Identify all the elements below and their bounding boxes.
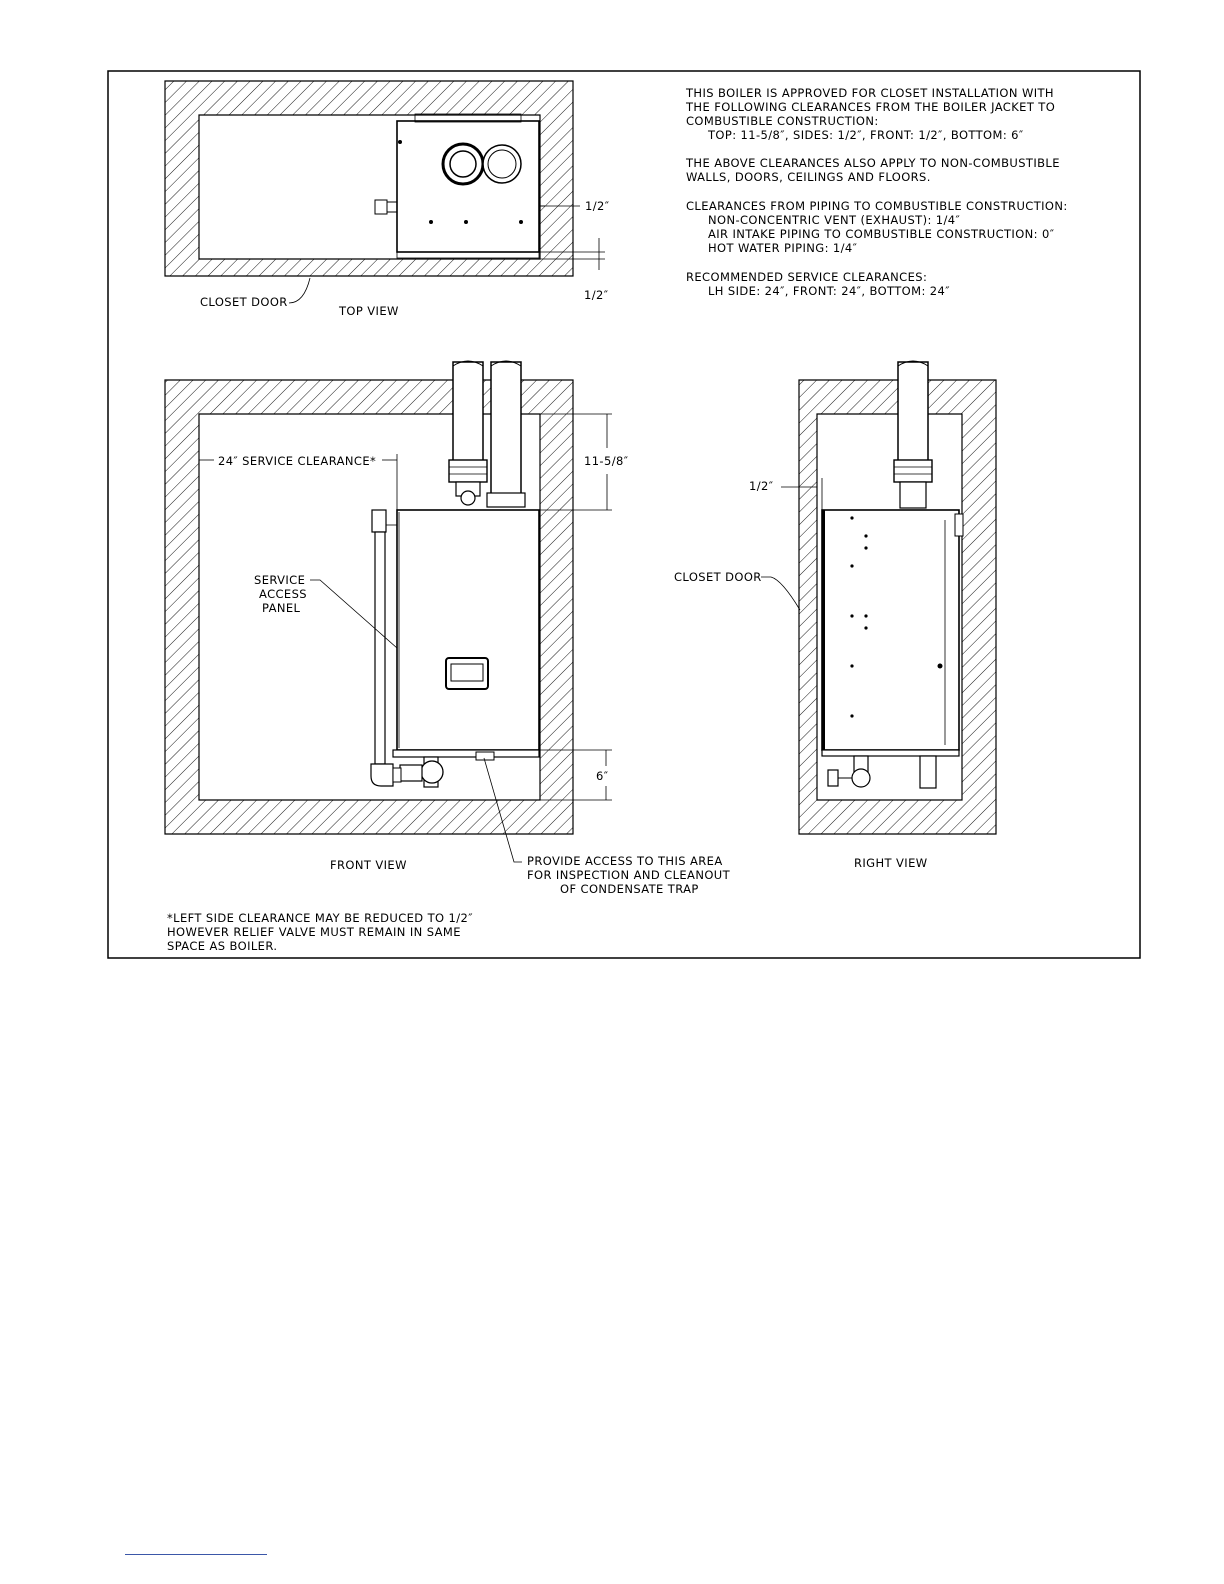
top-side-clearance-label: 1/2″ xyxy=(585,199,610,213)
note-piping-3: AIR INTAKE PIPING TO COMBUSTIBLE CONSTRUCTION: 0″ xyxy=(708,227,1055,241)
note-piping-4: HOT WATER PIPING: 1/4″ xyxy=(708,241,858,255)
footnote-line-1: *LEFT SIDE CLEARANCE MAY BE REDUCED TO 1/2″ xyxy=(167,911,473,925)
right-vent-pipe xyxy=(898,362,928,462)
footnote-line-2: HOWEVER RELIEF VALVE MUST REMAIN IN SAME xyxy=(167,925,461,939)
note-noncombustible-2: WALLS, DOORS, CEILINGS AND FLOORS. xyxy=(686,170,931,184)
right-side-clearance-label: 1/2″ xyxy=(749,479,774,493)
note-piping-2: NON-CONCENTRIC VENT (EXHAUST): 1/4″ xyxy=(708,213,961,227)
bottom-clearance-label: 6″ xyxy=(596,769,609,783)
right-view xyxy=(674,361,996,870)
right-closet-door-label: CLOSET DOOR xyxy=(674,570,762,584)
top-view-boiler xyxy=(397,121,539,252)
note-approval-3: COMBUSTIBLE CONSTRUCTION: xyxy=(686,114,879,128)
service-clearance-label: 24″ SERVICE CLEARANCE* xyxy=(218,454,377,468)
front-view xyxy=(165,361,731,896)
condensate-note-3: OF CONDENSATE TRAP xyxy=(560,882,699,896)
note-piping-1: CLEARANCES FROM PIPING TO COMBUSTIBLE CONSTRUCTION: xyxy=(686,199,1068,213)
footnote-line-3: SPACE AS BOILER. xyxy=(167,939,278,953)
top-view-title: TOP VIEW xyxy=(339,304,399,318)
service-panel-label-2: ACCESS xyxy=(259,587,307,601)
service-panel-label-3: PANEL xyxy=(262,601,301,615)
clearance-notes xyxy=(685,86,1068,298)
note-approval-1: THIS BOILER IS APPROVED FOR CLOSET INSTALLATION WITH xyxy=(686,86,1054,100)
top-view xyxy=(165,81,610,318)
condensate-note-2: FOR INSPECTION AND CLEANOUT xyxy=(527,868,731,882)
relief-valve xyxy=(372,510,386,532)
top-front-clearance-label: 1/2″ xyxy=(584,288,609,302)
footer-rule xyxy=(125,1554,267,1555)
top-clearance-label: 11-5/8″ xyxy=(584,454,629,468)
service-panel-label-1: SERVICE xyxy=(254,573,306,587)
front-exhaust-pipe xyxy=(453,362,483,462)
front-intake-pipe xyxy=(491,362,521,494)
note-noncombustible-1: THE ABOVE CLEARANCES ALSO APPLY TO NON-COMBUSTIBLE xyxy=(686,156,1060,170)
condensate-note-1: PROVIDE ACCESS TO THIS AREA xyxy=(527,854,723,868)
right-view-boiler xyxy=(822,510,959,750)
right-view-title: RIGHT VIEW xyxy=(854,856,928,870)
note-approval-2: THE FOLLOWING CLEARANCES FROM THE BOILER JACKET TO xyxy=(686,100,1056,114)
front-view-boiler xyxy=(397,510,539,750)
note-service-1: RECOMMENDED SERVICE CLEARANCES: xyxy=(686,270,928,284)
note-service-2: LH SIDE: 24″, FRONT: 24″, BOTTOM: 24″ xyxy=(708,284,950,298)
note-approval-4: TOP: 11-5/8″, SIDES: 1/2″, FRONT: 1/2″, BOTTOM: 6″ xyxy=(708,128,1024,142)
front-view-title: FRONT VIEW xyxy=(330,858,407,872)
top-closet-door-label: CLOSET DOOR xyxy=(200,295,288,309)
footnote xyxy=(167,911,473,953)
